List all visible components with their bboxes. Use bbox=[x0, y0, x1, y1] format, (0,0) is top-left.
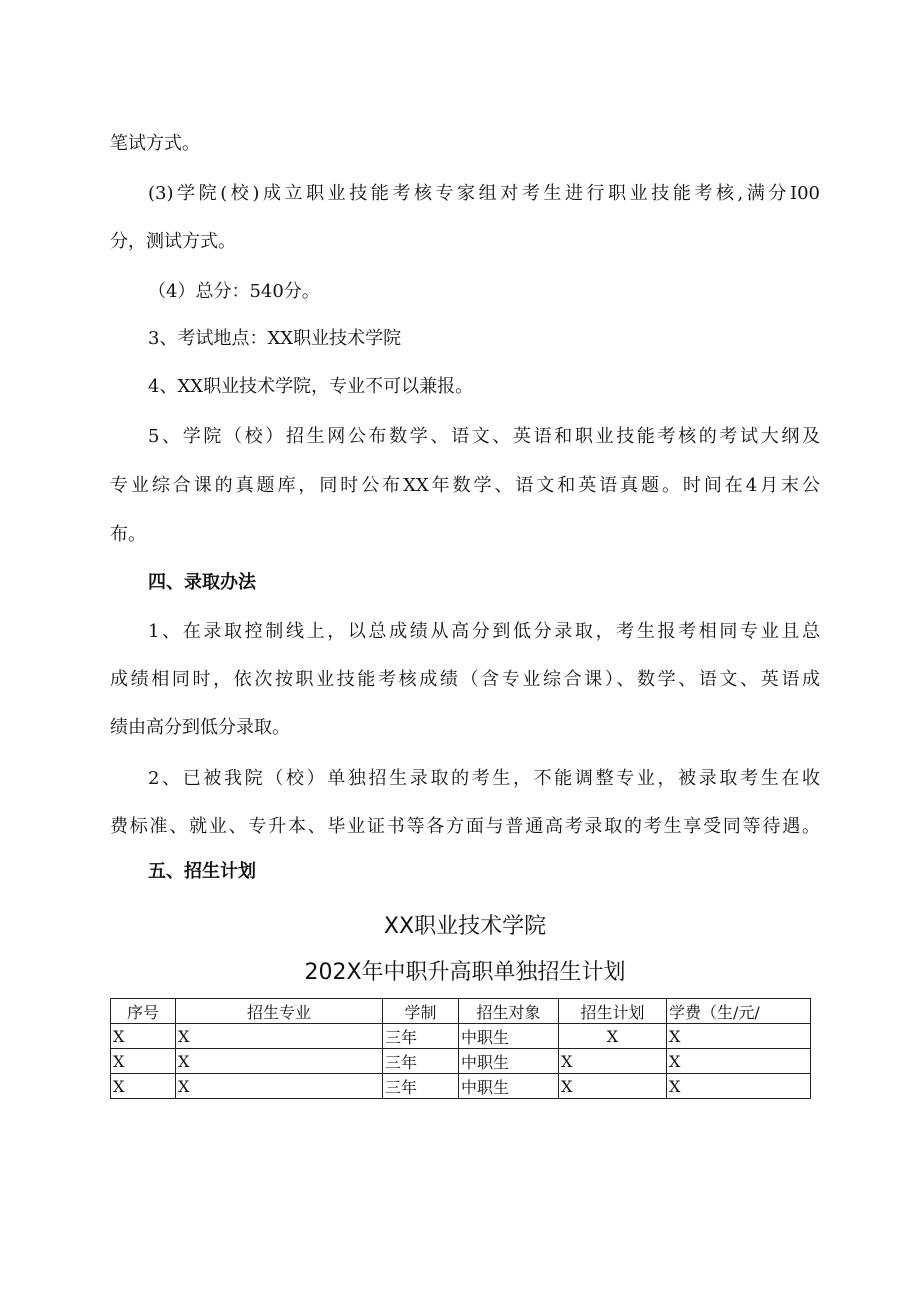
table-subtitle: 202X年中职升高职单独招生计划 bbox=[304, 960, 626, 985]
section-heading: 五、招生计划 bbox=[148, 861, 256, 882]
table-header-row bbox=[111, 999, 811, 1024]
table-cell: X bbox=[111, 1024, 176, 1049]
table-row bbox=[111, 1049, 811, 1074]
paragraph-line: 4、XX职业技术学院，专业不可以兼报。 bbox=[148, 376, 474, 397]
paragraph-line: 笔试方式。 bbox=[110, 133, 200, 154]
paragraph-line: 成绩相同时，依次按职业技能考核成绩（含专业综合课）、数学、语文、英语成 bbox=[110, 669, 820, 690]
table-cell: 三年 bbox=[383, 1049, 459, 1074]
table-cell: X bbox=[111, 1074, 176, 1099]
table-cell: 中职生 bbox=[459, 1074, 559, 1099]
table-cell: X bbox=[176, 1049, 383, 1074]
table-cell: X bbox=[559, 1024, 667, 1049]
table-cell: X bbox=[667, 1024, 811, 1049]
paragraph-line: 专业综合课的真题库，同时公布XX年数学、语文和英语真题。时间在4月末公 bbox=[110, 475, 820, 496]
table-row bbox=[111, 1074, 811, 1099]
table-cell: X bbox=[559, 1074, 667, 1099]
column-header: 学制 bbox=[383, 999, 459, 1024]
table-title: XX职业技术学院 bbox=[383, 914, 547, 939]
table-cell: X bbox=[176, 1024, 383, 1049]
table-cell: 三年 bbox=[383, 1074, 459, 1099]
column-header: 招生计划 bbox=[559, 999, 667, 1024]
column-header: 序号 bbox=[111, 999, 176, 1024]
column-header: 招生对象 bbox=[459, 999, 559, 1024]
paragraph-line: 绩由高分到低分录取。 bbox=[110, 717, 290, 738]
table-row bbox=[111, 1024, 811, 1049]
table-cell: X bbox=[667, 1049, 811, 1074]
table-cell: 三年 bbox=[383, 1024, 459, 1049]
table-cell: X bbox=[559, 1049, 667, 1074]
column-header: 招生专业 bbox=[176, 999, 383, 1024]
paragraph-line: (3)学院(校)成立职业技能考核专家组对考生进行职业技能考核,满分I00 bbox=[148, 183, 820, 204]
paragraph-line: 3、考试地点：XX职业技术学院 bbox=[148, 328, 402, 349]
paragraph-line: 费标准、就业、专升本、毕业证书等各方面与普通高考录取的考生享受同等待遇。 bbox=[110, 816, 820, 837]
table-cell: 中职生 bbox=[459, 1049, 559, 1074]
paragraph-line: 2、已被我院（校）单独招生录取的考生，不能调整专业，被录取考生在收 bbox=[148, 768, 820, 789]
paragraph-line: 分，测试方式。 bbox=[110, 231, 236, 252]
table-cell: X bbox=[111, 1049, 176, 1074]
section-heading: 四、录取办法 bbox=[148, 572, 256, 593]
column-header: 学费（生/元/ bbox=[667, 999, 811, 1024]
table-cell: X bbox=[176, 1074, 383, 1099]
table-cell: X bbox=[667, 1074, 811, 1099]
paragraph-line: （4）总分：540分。 bbox=[148, 281, 320, 302]
paragraph-line: 布。 bbox=[110, 524, 146, 545]
paragraph-line: 1、在录取控制线上，以总成绩从高分到低分录取，考生报考相同专业且总 bbox=[148, 621, 820, 642]
paragraph-line: 5、学院（校）招生网公布数学、语文、英语和职业技能考核的考试大纲及 bbox=[148, 426, 820, 447]
table-cell: 中职生 bbox=[459, 1024, 559, 1049]
enrollment-plan-table bbox=[110, 998, 811, 1099]
